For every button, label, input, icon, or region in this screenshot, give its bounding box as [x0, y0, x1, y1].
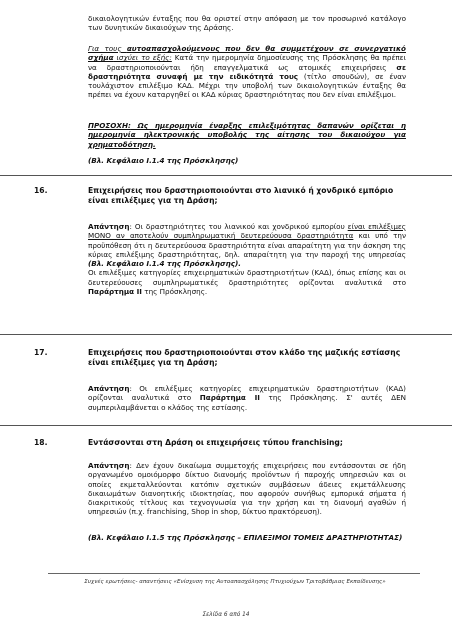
- question-text: Εντάσσονται στη Δράση οι επιχειρήσεις τύπου franchising;: [88, 438, 343, 447]
- divider: [0, 175, 452, 176]
- answer-reference: (Βλ. Κεφάλαιο Ι.1.4 της Πρόσκλησης).: [88, 259, 241, 269]
- answer-label: Απάντηση: [88, 461, 130, 470]
- answer-label: Απάντηση: [88, 384, 130, 393]
- question-number: 18.: [34, 438, 48, 447]
- attention-label: ΠΡΟΣΟΧΗ:: [88, 121, 131, 130]
- intro-text-1: δικαιολογητικών ένταξης που θα οριστεί στην απόφαση με τον προσωρινό κατάλογο των δυνητικών δικαιούχων της Δράσης.: [88, 14, 406, 33]
- intro-paragraph: [88, 14, 406, 33]
- attention-paragraph: [88, 121, 406, 149]
- footer-divider: [48, 573, 420, 574]
- page-number: Σελίδα 6 από 14: [202, 612, 250, 618]
- self-employed-text-2: (τίτλο σπουδών), σε έναν τουλάχιστον επιλέξιμο ΚΑΔ. Μέχρι την υποβολή των δικαιολογητικών ένταξης θα πρέπει να έχουν καταργηθεί οι ΚΑΔ κύριας δραστηριότητας που δεν είναι επιλέξιμοι.: [88, 71, 407, 100]
- answer-underlined: είναι επιλέξιμες ΜΟΝΟ αν αποτελούν συμπληρωματική δευτερεύουσα δραστηριότητα: [88, 222, 406, 241]
- answer-17: [88, 384, 406, 412]
- intro-reference-text: (Βλ. Κεφάλαιο Ι.1.4 της Πρόσκλησης): [88, 156, 239, 165]
- attention-text: Ως ημερομηνία έναρξης επιλεξιμότητας δαπανών ορίζεται η ημερομηνία ηλεκτρονικής υποβολής της αίτησης του δικαιούχου για χρηματοδότηση.: [88, 121, 406, 149]
- divider: [0, 334, 452, 335]
- self-employed-paragraph: [88, 44, 406, 100]
- question-18: [34, 438, 406, 450]
- annex-reference: Παράρτημα ΙΙ: [88, 287, 142, 297]
- answer-text-4: της Πρόσκλησης.: [141, 287, 208, 297]
- intro-reference: [88, 156, 406, 165]
- answer-18-reference: [88, 533, 406, 542]
- self-employed-text: Κατά την ημερομηνία δημοσίευσης της Πρόσκλησης θα πρέπει να δραστηριοποιούνται ήδη επαγγελματικά ως ατομικές επιχειρήσεις: [88, 53, 406, 72]
- answer-label: Απάντηση: [88, 222, 130, 231]
- self-employed-related-activity: σε δραστηριότητα συναφή με την ειδικότητά τους: [88, 62, 406, 81]
- answer-18: [88, 461, 406, 517]
- answer-text-3: Οι επιλέξιμες κατηγορίες επιχειρηματικών δραστηριοτήτων (ΚΑΔ), όπως επίσης και οι δευτερεύουσες συμπληρωματικές δραστηριότητες ορίζονται αναλυτικά στο: [88, 268, 406, 287]
- question-number: 16.: [34, 186, 48, 195]
- answer-text-2: και υπό την προϋπόθεση ότι η δευτερεύουσα δραστηριότητα είναι απαραίτητη για την άσκηση της κύριας επιλέξιμης δραστηριότητας, δηλ. απαραίτητη για την παροχή της υπηρεσίας: [88, 231, 406, 259]
- annex-reference: Παράρτημα ΙΙ: [199, 393, 260, 403]
- self-employed-rule: ισχύει το εξής:: [113, 53, 172, 63]
- question-16: [34, 186, 406, 210]
- question-text: Επιχειρήσεις που δραστηριοποιούνται στο λιανικό ή χονδρικό εμπόριο είναι επιλέξιμες για τη Δράση;: [88, 186, 394, 205]
- question-text: Επιχειρήσεις που δραστηριοποιούνται στον κλάδο της μαζικής εστίασης είναι επιλέξιμες για τη Δράση;: [88, 348, 401, 367]
- answer-16: [88, 222, 406, 296]
- answer-text: : Οι δραστηριότητες του λιανικού και χονδρικού εμπορίου: [129, 222, 348, 231]
- answer-text: : Δεν έχουν δικαίωμα συμμετοχής επιχειρήσεις που εντάσσονται σε ήδη οργανωμένο ομοιόμορφο δίκτυο διανομής προϊόντων ή παροχής υπηρεσιών και οι οποίες εκμεταλλεύονται κατόπιν σχετικών συμβάσεων άδειες εκμετάλλευσης δικαιωμάτων διανοητικής ιδιοκτησίας, που αφορούν συνήθως εμπορικά σήματα ή διακριτικούς τίτλους και τεχνογνωσία για την χρήση και τη διανομή αγαθών ή υπηρεσιών (π.χ. franchising, Shop in shop, δίκτυο πρακτόρευση).: [88, 461, 406, 517]
- self-employed-lead: Για τους: [88, 44, 127, 53]
- footer-title: Συχνές ερωτήσεις- απαντήσεις «Ενίσχυση της Αυτοαπασχόλησης Πτυχιούχων Τριτοβάθμιας Εκπαίδευσης»: [84, 579, 386, 585]
- question-17: [34, 348, 406, 372]
- self-employed-emphasis: αυτοαπασχολούμενους που δεν θα συμμετέχουν σε συνεργατικό σχήμα: [88, 44, 406, 63]
- question-number: 17.: [34, 348, 48, 357]
- divider: [0, 425, 452, 426]
- answer-text: : Οι επιλέξιμες κατηγορίες επιχειρηματικών δραστηριοτήτων (ΚΑΔ) ορίζονται αναλυτικά στο: [88, 384, 406, 403]
- answer-text-2: της Πρόσκλησης. Σ' αυτές ΔΕΝ συμπεριλαμβάνεται ο κλάδος της εστίασης.: [88, 393, 406, 412]
- answer-reference: (Βλ. Κεφάλαιο Ι.1.5 της Πρόσκλησης – ΕΠΙΛΕΞΙΜΟΙ ΤΟΜΕΙΣ ΔΡΑΣΤΗΡΙΟΤΗΤΑΣ): [88, 533, 403, 542]
